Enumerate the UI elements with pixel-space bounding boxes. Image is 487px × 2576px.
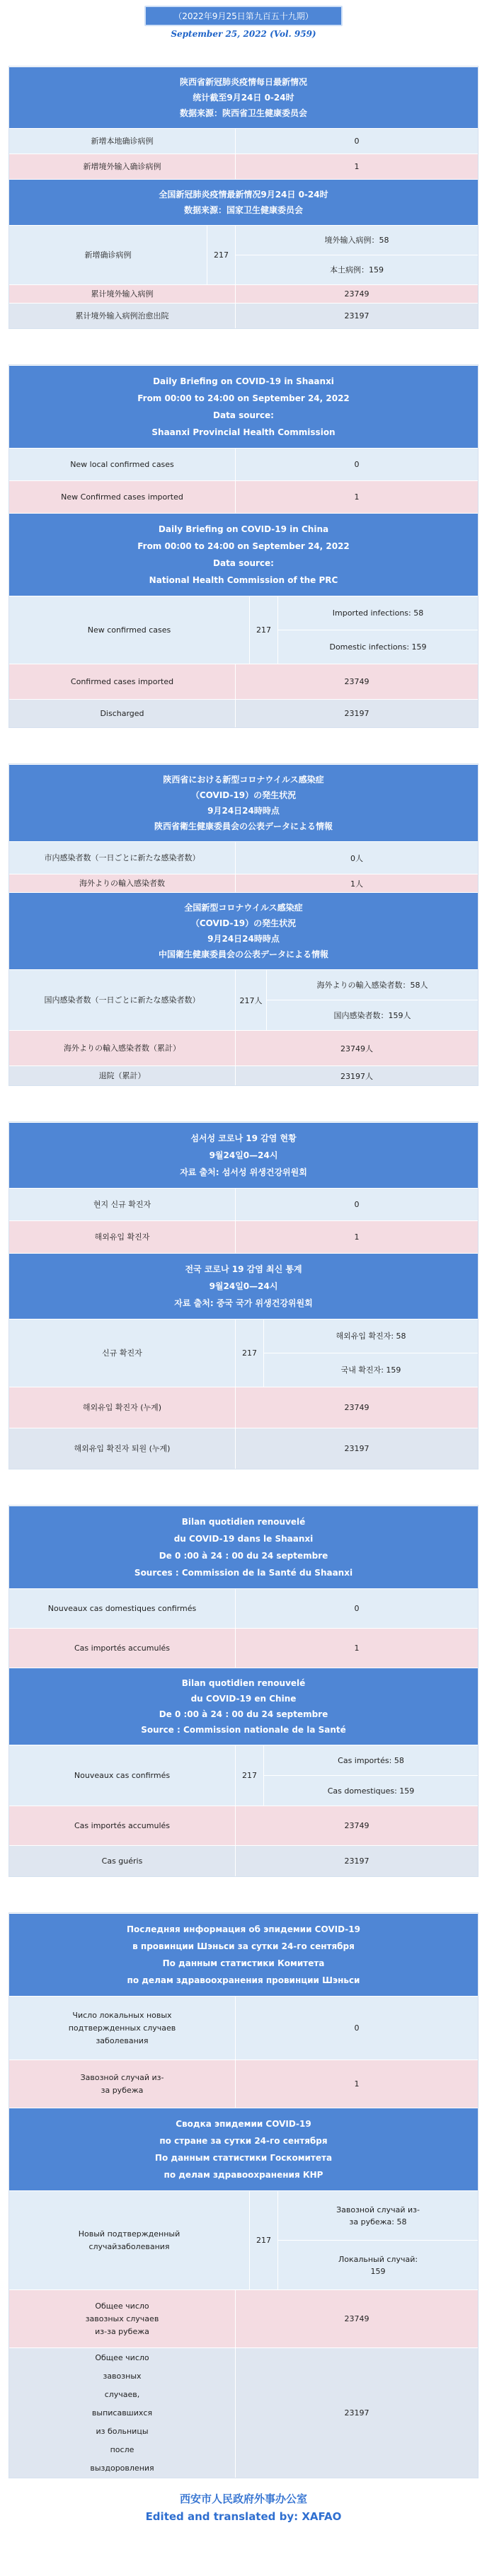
shaanxi-header: Bilan quotidien renouvelé du COVID-19 dans le Shaanxi De 0 :00 à 24 : 00 du 24 septembre Sources : Commission de la Santé du Shaanxi: [9, 1506, 478, 1588]
section-japanese: [8, 763, 479, 1086]
cumulative-imported-row: 累计境外输入病例 23749: [9, 284, 478, 303]
imported-cases-row: Завозной случай из-за рубежа 1: [9, 2060, 478, 2108]
shaanxi-header: 섬서성 코로나 19 감염 현황 9월24일0—24시 자료 출처: 섬서성 위생건강위원회: [9, 1122, 478, 1188]
cumulative-imported-row: 해외유입 확진자 (누계) 23749: [9, 1387, 478, 1428]
local-cases-row: 현지 신규 확진자 0: [9, 1188, 478, 1220]
china-header: Bilan quotidien renouvelé du COVID-19 en Chine De 0 :00 à 24 : 00 du 24 septembre Source : Commission nationale de la Santé: [9, 1668, 478, 1745]
new-confirmed-row: 신규 확진자 217 해외유입 확진자: 58 국내 확진자: 159: [9, 1319, 478, 1387]
issue-date-banner: （2022年9月25日第九百五十九期）: [144, 6, 343, 26]
section-english: [8, 364, 479, 728]
local-cases-row: Nouveaux cas domestiques confirmés 0: [9, 1588, 478, 1628]
cumulative-discharged-row: Discharged 23197: [9, 699, 478, 727]
section-russian: [8, 1912, 479, 2478]
cumulative-imported-row: Общее число завозных случаев из-за рубежа 23749: [9, 2289, 478, 2347]
cumulative-discharged-row: Cas guéris 23197: [9, 1845, 478, 1876]
cumulative-discharged-row: 累计境外输入病例治愈出院 23197: [9, 303, 478, 328]
cumulative-imported-row: 海外よりの輸入感染者数（累計） 23749人: [9, 1030, 478, 1065]
cumulative-discharged-row: 退院（累計） 23197人: [9, 1065, 478, 1085]
china-header: Daily Briefing on COVID-19 in China From 00:00 to 24:00 on September 24, 2022 Data source: National Health Commission of the PRC: [9, 513, 478, 596]
new-confirmed-row: 国内感染者数（一日ごとに新たな感染者数） 217人 海外よりの輸入感染者数：58人 国内感染者数：159人: [9, 969, 478, 1030]
new-confirmed-row: Новый подтвержденный случайзаболевания 217 Завозной случай из-за рубежа: 58 Локальный случай: 159: [9, 2190, 478, 2289]
cumulative-imported-row: Confirmed cases imported 23749: [9, 664, 478, 699]
shaanxi-header: 陕西省新冠肺炎疫情每日最新情况 统计截至9月24日 0-24时 数据来源：陕西省卫生健康委员会: [9, 67, 478, 128]
imported-cases-row: 新增境外输入确诊病例 1: [9, 154, 478, 179]
cumulative-discharged-row: Общее число завозных случаев, выписавшихся из больницы после выздоровления 23197: [9, 2347, 478, 2478]
footer-credit: Edited and translated by: XAFAO: [145, 2510, 342, 2523]
shaanxi-header: 陝西省における新型コロナウイルス感染症 （COVID-19）の発生状況 9月24日24時時点 陝西省衛生健康委員会の公表データによる情報: [9, 764, 478, 841]
china-header: 全国新冠肺炎疫情最新情况9月24日 0-24时 数据来源：国家卫生健康委员会: [9, 179, 478, 225]
china-header: 전국 코로나 19 감염 최신 통계 9월24일0—24시 자료 출처: 중국 국가 위생건강위원회: [9, 1253, 478, 1319]
cumulative-discharged-row: 해외유입 확진자 퇴원 (누계) 23197: [9, 1428, 478, 1469]
local-cases-row: 新增本地确诊病例 0: [9, 128, 478, 154]
section-korean: [8, 1121, 479, 1469]
cumulative-imported-row: Cas importés accumulés 23749: [9, 1806, 478, 1845]
section-chinese: [8, 66, 479, 329]
imported-cases-row: New Confirmed cases imported 1: [9, 480, 478, 513]
footer-organization: 西安市人民政府外事办公室: [179, 2493, 307, 2505]
local-cases-row: Число локальных новых подтвержденных случаев заболевания 0: [9, 1996, 478, 2060]
china-header: 全国新型コロナウイルス感染症 （COVID-19）の発生状況 9月24日24時時点 中国衛生健康委員会の公表データによる情報: [9, 892, 478, 969]
new-confirmed-row: New confirmed cases 217 Imported infections: 58 Domestic infections: 159: [9, 596, 478, 664]
shaanxi-header: Последняя информация об эпидемии COVID-19 в провинции Шэньси за сутки 24-го сентября По данным статистики Комитета по делам здравоохранения провинции Шэньси: [9, 1913, 478, 1996]
local-cases-row: 市内感染者数（一日ごとに新たな感染者数） 0人: [9, 841, 478, 874]
issue-date-english: September 25, 2022 (Vol. 959): [171, 29, 316, 39]
imported-cases-row: 海外よりの輸入感染者数 1人: [9, 874, 478, 892]
imported-cases-row: Cas importés accumulés 1: [9, 1628, 478, 1668]
local-cases-row: New local confirmed cases 0: [9, 448, 478, 480]
section-french: [8, 1505, 479, 1877]
imported-cases-row: 해외유입 확진자 1: [9, 1220, 478, 1253]
china-header: Сводка эпидемии COVID-19 по стране за сутки 24-го сентября По данным статистики Госкомитета по делам здравоохранения КНР: [9, 2108, 478, 2190]
new-confirmed-row: 新增确诊病例 217 境外输入病例：58 本土病例：159: [9, 225, 478, 284]
new-confirmed-row: Nouveaux cas confirmés 217 Cas importés: 58 Cas domestiques: 159: [9, 1745, 478, 1806]
shaanxi-header: Daily Briefing on COVID-19 in Shaanxi From 00:00 to 24:00 on September 24, 2022 Data source: Shaanxi Provincial Health Commission: [9, 365, 478, 448]
